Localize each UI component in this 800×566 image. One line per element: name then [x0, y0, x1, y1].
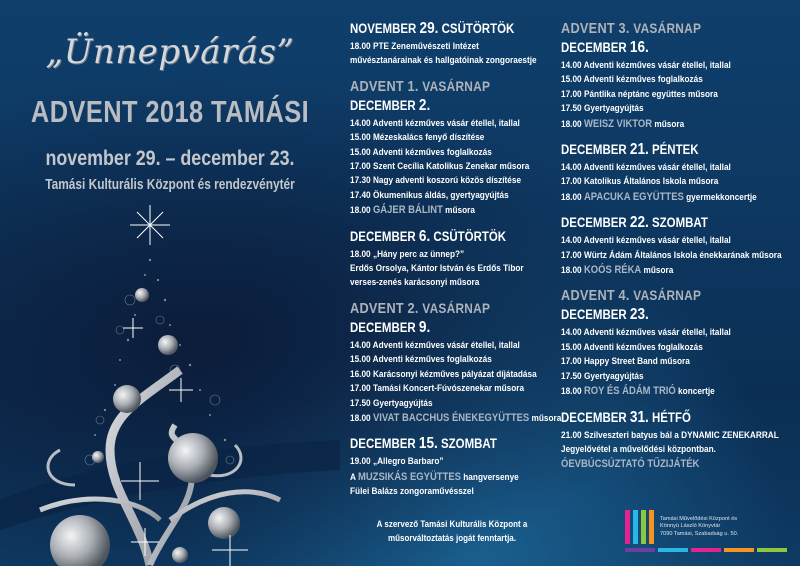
advent-heading — [561, 287, 764, 304]
event-item: művésztanárainak és hallgatóinak zongoraestje — [350, 55, 537, 67]
event-time: 18.00 — [561, 386, 584, 398]
event-item: verses-zenés karácsonyi műsora — [350, 277, 480, 289]
organizer-logo — [623, 508, 795, 552]
poster-script-title: „Ünnepvárás” — [45, 32, 295, 72]
event-item: 17.40 Ökumenikus áldás, gyertyagyújtás — [350, 189, 509, 201]
day-heading — [561, 409, 764, 427]
day-number: 16. — [629, 39, 649, 56]
event-time: 18.00 — [561, 191, 584, 203]
disclaimer-line: műsorváltoztatás jogát fenntartja. — [388, 533, 516, 543]
event-item: Jegyelővétel a művelődési központban. — [561, 443, 716, 455]
advent-word: ADVENT — [561, 287, 615, 305]
event-item: 17.00 Happy Street Band műsora — [561, 356, 690, 368]
advent-weekday: VASÁRNAP — [422, 77, 491, 94]
event-item: 14.00 Adventi kézműves vásár étellel, itallal — [561, 327, 731, 339]
day-number: 6. — [418, 227, 431, 245]
event-item: 17.50 Gyertyagyújtás — [561, 103, 644, 115]
event-block-advent1 — [350, 78, 555, 219]
advent-number: 3. — [618, 20, 630, 37]
advent-word: ADVENT — [350, 299, 404, 317]
event-block-dec6 — [350, 228, 555, 291]
advent-weekday: VASÁRNAP — [633, 20, 702, 36]
performer-highlight: WEISZ VIKTOR — [583, 117, 653, 130]
day-number: 23. — [629, 306, 649, 324]
disclaimer-line: A szervező Tamási Kulturális Központ a — [376, 519, 528, 529]
event-item — [561, 117, 767, 132]
event-time: 18.00 — [350, 205, 373, 217]
weekday: CSÜTÖRTÖK — [433, 228, 507, 244]
event-item — [350, 470, 526, 485]
event-suffix: műsora — [442, 205, 475, 217]
logo-color-strip — [724, 548, 754, 552]
day-word: DECEMBER — [561, 142, 627, 158]
event-block-dec15 — [350, 435, 555, 499]
poster-date-range: november 29. – december 23. — [45, 147, 295, 170]
advent-number: 1. — [407, 77, 419, 95]
event-item: 19.00 „Allegro Barbaro” — [350, 456, 444, 468]
day-heading — [561, 214, 764, 232]
day-heading — [350, 20, 524, 38]
event-item: 21.00 Szilveszteri batyus bál a DYNAMIC ZENEKARRAL — [561, 429, 779, 441]
event-item: Erdős Orsolya, Kántor István és Erdős Tibor — [350, 263, 524, 275]
logo-color-strip — [691, 548, 721, 552]
weekday: PÉNTEK — [651, 142, 699, 158]
schedule-column-middle — [350, 20, 562, 509]
event-time: 18.00 — [561, 265, 584, 277]
event-item: 14.00 Adventi kézműves vásár étellel, itallal — [561, 162, 731, 174]
event-item: 14.00 Adventi kézműves vásár étellel, itallal — [561, 235, 731, 247]
event-item: 15.00 Adventi kézműves foglalkozás — [561, 341, 703, 353]
christmas-tree-illustration — [0, 200, 340, 566]
event-item: 14.00 Adventi kézműves vásár étellel, itallal — [350, 117, 520, 129]
logo-text — [660, 516, 738, 538]
event-suffix: műsora — [652, 118, 685, 130]
advent-weekday: VASÁRNAP — [422, 299, 491, 316]
advent-number: 2. — [407, 299, 419, 317]
weekday: SZOMBAT — [651, 215, 708, 231]
day-heading — [561, 141, 764, 159]
event-item: 17.00 Würtz Ádám Általános Iskola énekkarának műsora — [561, 249, 782, 261]
event-item: 16.00 Karácsonyi kézműves pályázat díjátadása — [350, 368, 537, 380]
logo-line: Tamási Művelődési Központ és — [660, 516, 738, 522]
fireworks-highlight: ÓEVBÚCSÚZTATÓ TŰZIJÁTÉK — [561, 458, 700, 471]
event-block-nov29 — [350, 20, 555, 69]
logo-color-strip — [625, 548, 655, 552]
day-number: 2. — [418, 96, 431, 114]
day-word: NOVEMBER — [350, 21, 417, 36]
event-item: 18.00 PTE Zeneművészeti Intézet — [350, 41, 479, 52]
event-item: 15.00 Adventi kézműves foglalkozás — [350, 146, 492, 158]
event-item: 17.50 Gyertyagyújtás — [561, 370, 644, 382]
day-word: DECEMBER — [350, 319, 416, 335]
event-item: 14.00 Adventi kézműves vásár étellel, itallal — [350, 339, 520, 351]
advent-heading — [350, 300, 524, 317]
event-item: 17.00 Tamási Koncert-Fúvószenekar műsora — [350, 383, 525, 395]
event-item: 17.00 Szent Cecília Katolikus Zenekar műsora — [350, 161, 530, 173]
day-heading — [350, 319, 524, 337]
event-item — [561, 457, 767, 472]
event-prefix: A — [350, 471, 358, 483]
weekday: CSÜTÖRTÖK — [441, 21, 515, 36]
event-item: 14.00 Adventi kézműves vásár étellel, itallal — [561, 60, 731, 71]
event-item: 17.50 Gyertyagyújtás — [350, 397, 433, 409]
day-number: 22. — [629, 214, 649, 232]
performer-highlight: GÁJER BÁLINT — [372, 204, 443, 217]
poster-venue: Tamási Kulturális Központ és rendezvénytér — [45, 177, 295, 193]
day-number: 29. — [419, 20, 439, 37]
event-item: 15.00 Mézeskalács fenyő díszítése — [350, 132, 485, 144]
poster-main-title: ADVENT 2018 TAMÁSI — [30, 94, 310, 129]
day-word: DECEMBER — [561, 40, 627, 55]
event-suffix: műsora — [641, 265, 674, 277]
event-item — [561, 263, 767, 278]
logo-address: 7090 Tamási, Szabadság u. 50. — [660, 530, 739, 537]
day-heading — [350, 97, 524, 115]
day-number: 31. — [629, 408, 649, 426]
event-item: 15.00 Adventi kézműves foglalkozás — [561, 74, 703, 86]
advent-heading — [561, 20, 764, 37]
event-block-advent4 — [561, 287, 800, 399]
event-suffix: hangversenye — [460, 471, 519, 483]
event-suffix: koncertje — [675, 386, 715, 398]
performer-highlight: ROY ÉS ÁDÁM TRIÓ — [583, 385, 676, 398]
event-item: 18.00 „Hány perc az ünnep?” — [350, 248, 465, 260]
event-item: Fülei Balázs zongoraművésszel — [350, 486, 474, 498]
event-time: 18.00 — [350, 412, 373, 424]
logo-color-strip — [658, 548, 688, 552]
advent-weekday: VASÁRNAP — [633, 287, 702, 304]
day-heading — [561, 39, 764, 57]
organizer-disclaimer — [366, 517, 538, 545]
weekday: HÉTFŐ — [651, 409, 691, 425]
day-word: DECEMBER — [350, 228, 416, 244]
performer-highlight: KOÓS RÉKA — [583, 264, 642, 277]
day-heading — [350, 435, 524, 453]
logo-color-strip — [757, 548, 787, 552]
event-item: 17.00 Pántlika néptánc együttes műsora — [561, 88, 718, 100]
advent-word: ADVENT — [561, 20, 615, 37]
day-heading — [561, 306, 764, 324]
day-word: DECEMBER — [561, 215, 627, 231]
advent-heading — [350, 78, 524, 95]
event-time: 18.00 — [561, 118, 584, 130]
event-suffix: műsora — [529, 412, 562, 424]
event-item: 15.00 Adventi kézműves foglalkozás — [350, 354, 492, 366]
day-word: DECEMBER — [350, 97, 416, 113]
performer-highlight: VIVAT BACCHUS ÉNEKEGYÜTTES — [372, 411, 530, 424]
day-word: DECEMBER — [561, 409, 627, 425]
performer-highlight: MUZSIKÁS EGYÜTTES — [357, 470, 461, 483]
event-item — [561, 190, 767, 205]
day-number: 21. — [629, 141, 649, 159]
weekday: SZOMBAT — [440, 436, 497, 452]
event-block-dec31 — [561, 409, 800, 473]
event-item — [561, 384, 767, 399]
event-item: 17.30 Nagy adventi koszorú közös díszítése — [350, 175, 522, 187]
day-number: 15. — [418, 435, 438, 453]
event-item — [350, 411, 562, 426]
day-heading — [350, 228, 524, 246]
event-item — [350, 203, 526, 218]
event-block-advent3 — [561, 20, 800, 132]
day-number: 9. — [418, 318, 431, 336]
event-block-dec22 — [561, 214, 800, 278]
event-suffix: gyermekkoncertje — [683, 191, 757, 203]
schedule-column-right — [561, 20, 800, 482]
advent-word: ADVENT — [350, 77, 404, 95]
event-item: 17.00 Katolikus Általános Iskola műsora — [561, 176, 719, 188]
event-block-advent2 — [350, 299, 562, 426]
event-block-dec21 — [561, 141, 800, 205]
performer-highlight: APACUKA EGYÜTTES — [583, 190, 684, 203]
logo-line: Könnyü László Könyvtár — [660, 523, 721, 530]
day-word: DECEMBER — [350, 436, 416, 452]
day-word: DECEMBER — [561, 307, 627, 323]
advent-number: 4. — [618, 287, 630, 305]
